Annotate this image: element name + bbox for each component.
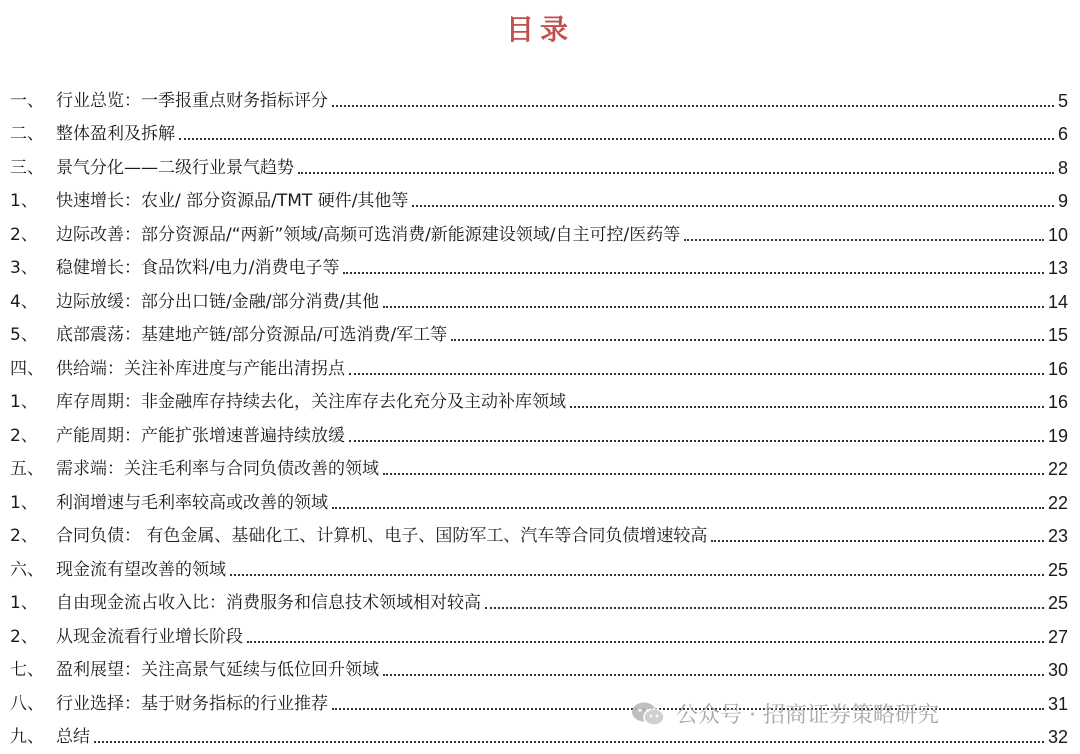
dot-leader <box>349 373 1044 375</box>
toc-entry-label[interactable]: 合同负债： 有色金属、基础化工、计算机、电子、国防军工、汽车等合同负债增速较高 <box>56 526 708 546</box>
watermark-text: 公众号 · 招商证券策略研究 <box>676 703 939 728</box>
toc-entry-label[interactable]: 供给端：关注补库进度与产能出清拐点 <box>56 358 345 379</box>
toc-entry-label[interactable]: 现金流有望改善的领域 <box>56 559 226 580</box>
toc-entry-page[interactable]: 25 <box>1047 593 1068 613</box>
toc-entry-page[interactable]: 19 <box>1047 425 1068 446</box>
toc-entry-number: 八、 <box>10 693 44 714</box>
toc-entry-number: 四、 <box>10 358 44 379</box>
dot-leader <box>383 306 1044 308</box>
toc-entry-label[interactable]: 产能周期：产能扩张增速普遍持续放缓 <box>56 425 345 446</box>
toc-entry-number: 七、 <box>10 660 44 680</box>
dot-leader <box>383 674 1044 676</box>
toc-entry-page[interactable]: 25 <box>1047 559 1068 580</box>
toc-entry-label[interactable]: 需求端：关注毛利率与合同负债改善的领域 <box>56 459 379 479</box>
toc-entry-label[interactable]: 库存周期：非金融库存持续去化，关注库存去化充分及主动补库领域 <box>56 392 566 412</box>
watermark <box>630 698 939 729</box>
dot-leader <box>383 473 1044 475</box>
toc-entry-page[interactable]: 5 <box>1057 90 1068 111</box>
toc-entry-page[interactable]: 6 <box>1057 124 1068 144</box>
dot-leader <box>711 540 1044 542</box>
toc-entry-page[interactable]: 22 <box>1047 459 1068 479</box>
dot-leader <box>332 105 1054 107</box>
dot-leader <box>230 574 1044 576</box>
toc-entry[interactable] <box>10 313 1068 347</box>
toc-entry-number: 九、 <box>10 727 44 747</box>
table-of-contents <box>10 78 1068 748</box>
toc-entry[interactable] <box>10 78 1068 112</box>
toc-entry-page[interactable]: 23 <box>1047 526 1068 546</box>
toc-entry[interactable] <box>10 514 1068 548</box>
toc-entry-number: 5、 <box>10 325 38 345</box>
wechat-icon <box>630 701 666 727</box>
toc-entry-page[interactable]: 16 <box>1047 392 1068 412</box>
toc-entry-page[interactable]: 15 <box>1047 325 1068 345</box>
toc-entry-page[interactable]: 14 <box>1047 291 1068 312</box>
toc-entry-page[interactable]: 16 <box>1047 358 1068 379</box>
toc-entry-label[interactable]: 快速增长：农业/ 部分资源品/TMT 硬件/其他等 <box>56 191 409 211</box>
toc-entry-number: 二、 <box>10 124 44 144</box>
toc-entry-number: 1、 <box>10 392 38 412</box>
toc-entry-number: 一、 <box>10 90 44 111</box>
toc-entry-number: 2、 <box>10 224 38 245</box>
dot-leader <box>349 440 1044 442</box>
toc-entry[interactable] <box>10 614 1068 648</box>
toc-entry-number: 1、 <box>10 593 38 613</box>
toc-entry-label[interactable]: 整体盈利及拆解 <box>56 124 175 144</box>
toc-entry[interactable] <box>10 380 1068 414</box>
toc-entry[interactable] <box>10 581 1068 615</box>
toc-entry-number: 1、 <box>10 191 38 211</box>
dot-leader <box>570 406 1044 408</box>
toc-entry-label[interactable]: 从现金流看行业增长阶段 <box>56 626 243 647</box>
dot-leader <box>451 339 1044 341</box>
dot-leader <box>412 205 1054 207</box>
dot-leader <box>684 239 1044 241</box>
toc-entry-label[interactable]: 盈利展望：关注高景气延续与低位回升领域 <box>56 660 379 680</box>
toc-entry[interactable] <box>10 480 1068 514</box>
toc-entry-label[interactable]: 边际放缓：部分出口链/金融/部分消费/其他 <box>56 291 380 312</box>
toc-entry[interactable] <box>10 212 1068 246</box>
toc-entry[interactable] <box>10 112 1068 146</box>
dot-leader <box>94 741 1044 743</box>
dot-leader <box>247 641 1044 643</box>
toc-entry-label[interactable]: 底部震荡：基建地产链/部分资源品/可选消费/军工等 <box>56 325 448 345</box>
toc-entry-number: 2、 <box>10 626 38 647</box>
toc-entry-page[interactable]: 22 <box>1047 492 1068 513</box>
toc-entry-number: 3、 <box>10 258 38 278</box>
toc-entry-label[interactable]: 自由现金流占收入比：消费服务和信息技术领域相对较高 <box>56 593 481 613</box>
toc-entry-number: 六、 <box>10 559 44 580</box>
toc-entry-page[interactable]: 8 <box>1057 157 1068 178</box>
toc-entry-label[interactable]: 利润增速与毛利率较高或改善的领域 <box>56 492 328 513</box>
toc-entry-number: 五、 <box>10 459 44 479</box>
toc-entry-number: 三、 <box>10 157 44 178</box>
toc-entry-page[interactable]: 13 <box>1047 258 1068 278</box>
dot-leader <box>298 172 1054 174</box>
toc-entry-label[interactable]: 行业总览：一季报重点财务指标评分 <box>56 90 328 111</box>
toc-entry-label[interactable]: 景气分化——二级行业景气趋势 <box>56 157 294 178</box>
toc-entry[interactable] <box>10 547 1068 581</box>
toc-entry-number: 2、 <box>10 425 38 446</box>
toc-entry-page[interactable]: 27 <box>1047 626 1068 647</box>
toc-entry-page[interactable]: 31 <box>1047 693 1068 714</box>
toc-entry-label[interactable]: 总结 <box>56 727 90 747</box>
toc-entry-page[interactable]: 32 <box>1047 727 1068 747</box>
toc-entry-page[interactable]: 9 <box>1057 191 1068 211</box>
toc-entry[interactable] <box>10 279 1068 313</box>
toc-entry[interactable] <box>10 413 1068 447</box>
toc-entry[interactable] <box>10 179 1068 213</box>
dot-leader <box>179 138 1054 140</box>
toc-entry-page[interactable]: 30 <box>1047 660 1068 680</box>
dot-leader <box>343 272 1044 274</box>
toc-entry[interactable] <box>10 145 1068 179</box>
toc-entry-page[interactable]: 10 <box>1047 224 1068 245</box>
dot-leader <box>332 507 1044 509</box>
toc-entry[interactable] <box>10 346 1068 380</box>
page-title: 目录 <box>505 13 574 46</box>
toc-entry-label[interactable]: 行业选择：基于财务指标的行业推荐 <box>56 693 328 714</box>
dot-leader <box>485 607 1044 609</box>
toc-entry-number: 2、 <box>10 526 38 546</box>
toc-entry-number: 4、 <box>10 291 38 312</box>
toc-entry-label[interactable]: 边际改善：部分资源品/“两新”领域/高频可选消费/新能源建设领域/自主可控/医药等 <box>56 224 681 245</box>
toc-entry[interactable] <box>10 246 1068 280</box>
toc-entry[interactable] <box>10 648 1068 682</box>
toc-entry-number: 1、 <box>10 492 38 513</box>
toc-entry-label[interactable]: 稳健增长：食品饮料/电力/消费电子等 <box>56 258 340 278</box>
toc-entry[interactable] <box>10 447 1068 481</box>
